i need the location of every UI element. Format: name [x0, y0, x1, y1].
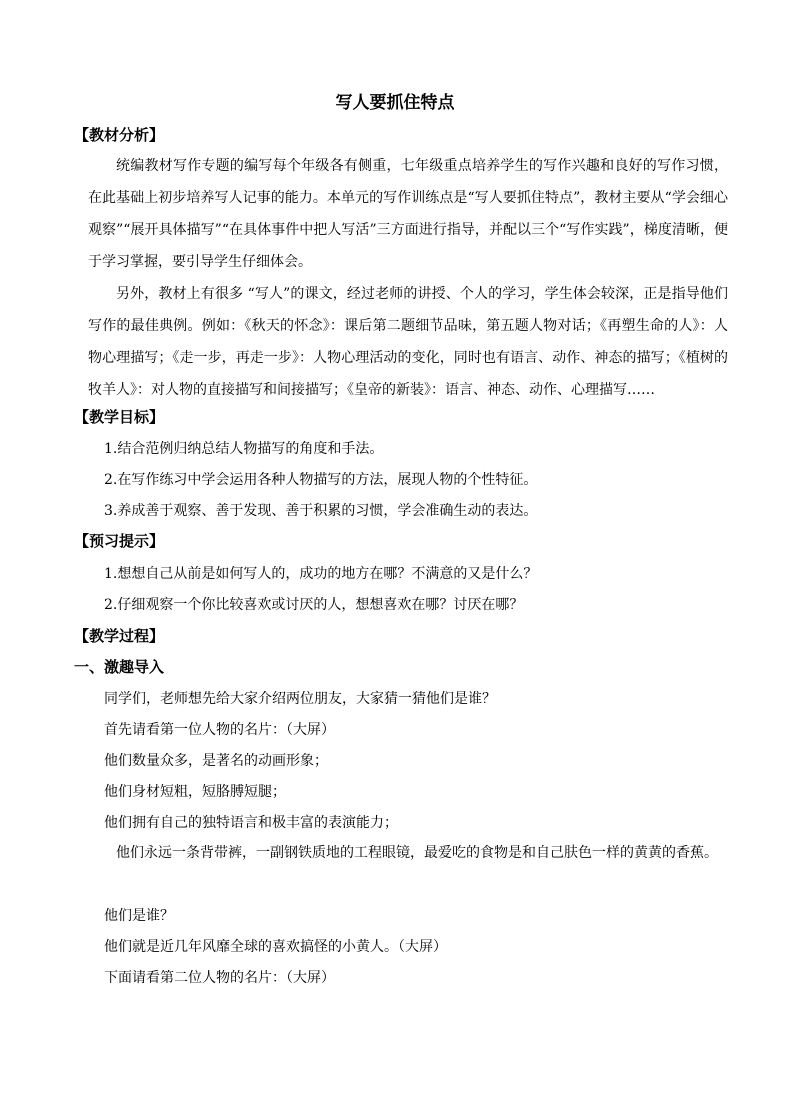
section-heading-preview: 【预习提示】: [74, 532, 165, 550]
process-line-5: 他们拥有自己的独特语言和极丰富的表演能力；: [104, 815, 398, 831]
analysis-paragraph-2: 另外，教材上有很多 “写人”的课文，经过老师的讲授、个人的学习，学生体会较深，正是指导他们写作的最佳典例。例如：《秋天的怀念》：课后第二题细节品味，第五题人物对话；《再塑生命的人》：人物心理描写；《走一步，再走一步》：人物心理活动的变化，同时也有语言、动作、神态的描写；《植树的牧羊人》：对人物的直接描写和间接描写；《皇帝的新装》：语言、神态、动作、心理描写……: [88, 286, 728, 398]
process-subheading-intro: 一、激趣导入: [74, 658, 165, 676]
goal-item-1: 1.结合范例归纳总结人物描写的角度和手法。: [104, 441, 384, 457]
page-title: 写人要抓住特点: [335, 93, 455, 113]
process-line-4: 他们身材短粗，短胳膊短腿；: [104, 784, 286, 800]
process-line-1: 同学们，老师想先给大家介绍两位朋友，大家猜一猜他们是谁？: [104, 691, 496, 707]
preview-item-2: 2.仔细观察一个你比较喜欢或讨厌的人，想想喜欢在哪？讨厌在哪？: [104, 597, 524, 613]
section-heading-analysis: 【教材分析】: [74, 126, 165, 144]
goal-item-3: 3.养成善于观察、善于发现、善于积累的习惯，学会准确生动的表达。: [104, 503, 538, 519]
process-line-8: 他们就是近几年风靡全球的喜欢搞怪的小黄人。（大屏）: [104, 939, 447, 955]
process-line-9: 下面请看第二位人物的名片：（大屏）: [104, 970, 335, 986]
analysis-paragraph-1: 统编教材写作专题的编写每个年级各有侧重，七年级重点培养学生的写作兴趣和良好的写作习惯，在此基础上初步培养写人记事的能力。本单元的写作训练点是“写人要抓住特点”，教材主要从“学会细心观察”“展开具体描写”“在具体事件中把人写活”三方面进行指导，并配以三个“写作实践”，梯度清晰，便于学习掌握，要引导学生仔细体会。: [88, 158, 728, 270]
section-heading-goals: 【教学目标】: [74, 408, 165, 426]
preview-item-1: 1.想想自己从前是如何写人的，成功的地方在哪？不满意的又是什么？: [104, 566, 538, 582]
process-line-7: 他们是谁？: [104, 908, 174, 924]
process-line-3: 他们数量众多，是著名的动画形象；: [104, 753, 328, 769]
process-line-6: 他们永远一条背带裤，一副钢铁质地的工程眼镜，最爱吃的食物是和自己肤色一样的黄黄的香蕉。: [116, 845, 718, 861]
section-heading-process: 【教学过程】: [74, 627, 165, 645]
goal-item-2: 2.在写作练习中学会运用各种人物描写的方法，展现人物的个性特征。: [104, 472, 538, 488]
process-line-2: 首先请看第一位人物的名片：（大屏）: [104, 722, 335, 738]
